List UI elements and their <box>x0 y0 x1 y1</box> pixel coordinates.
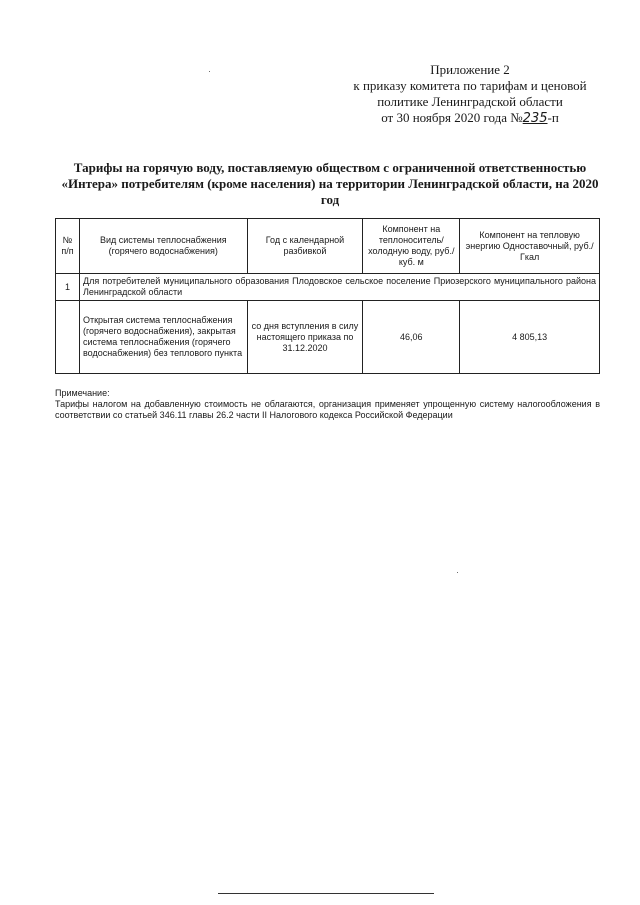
tariff-table <box>55 218 600 374</box>
note-text: Тарифы налогом на добавленную стоимость не облагаются, организация применяет упрощенную систему налогообложения в соответствии со статьей 346.11 главы 26.2 части II Налогового кодекса Российской Федерации <box>55 399 600 420</box>
scan-speck: · <box>456 567 459 577</box>
order-number: 235 <box>522 111 548 126</box>
table-group-row <box>56 274 600 301</box>
system-type-cell: Открытая система теплоснабжения (горячего водоснабжения), закрытая система теплоснабжения (горячего водоснабжения) без теплового пункта <box>79 301 247 374</box>
order-suffix: -п <box>547 110 559 125</box>
document-title: Тарифы на горячую воду, поставляемую обществом с ограниченной ответственностью «Интера» потребителям (кроме населения) на территории Ленинградской области, на 2020 год <box>61 160 599 207</box>
appendix-title: Приложение 2 <box>430 62 510 77</box>
row-number-cell <box>56 301 80 374</box>
appendix-header <box>340 62 600 127</box>
note-label: Примечание: <box>55 388 110 398</box>
note-section <box>55 388 600 421</box>
scan-speck: · <box>208 66 211 76</box>
heat-component-cell: 4 805,13 <box>460 301 600 374</box>
table-header-row <box>56 219 600 274</box>
col-header-system: Вид системы теплоснабжения (горячего водоснабжения) <box>79 219 247 274</box>
period-cell: со дня вступления в силу настоящего приказа по 31.12.2020 <box>247 301 363 374</box>
order-date: от 30 ноября 2020 года № <box>381 110 523 125</box>
appendix-date-line <box>340 110 600 127</box>
table-row <box>56 301 600 374</box>
group-description: Для потребителей муниципального образования Плодовское сельское поселение Приозерского муниципального района Ленинградской области <box>79 274 599 301</box>
col-header-water-component: Компонент на теплоноситель/холодную воду, руб./куб. м <box>363 219 460 274</box>
bottom-divider <box>218 893 434 894</box>
group-number: 1 <box>56 274 80 301</box>
water-component-cell: 46,06 <box>363 301 460 374</box>
appendix-committee: политике Ленинградской области <box>377 94 563 109</box>
col-header-heat-component: Компонент на тепловую энергию Одноставочный, руб./Гкал <box>460 219 600 274</box>
col-header-period: Год с календарной разбивкой <box>247 219 363 274</box>
appendix-order-ref: к приказу комитета по тарифам и ценовой <box>353 78 587 93</box>
col-header-number: № п/п <box>56 219 80 274</box>
